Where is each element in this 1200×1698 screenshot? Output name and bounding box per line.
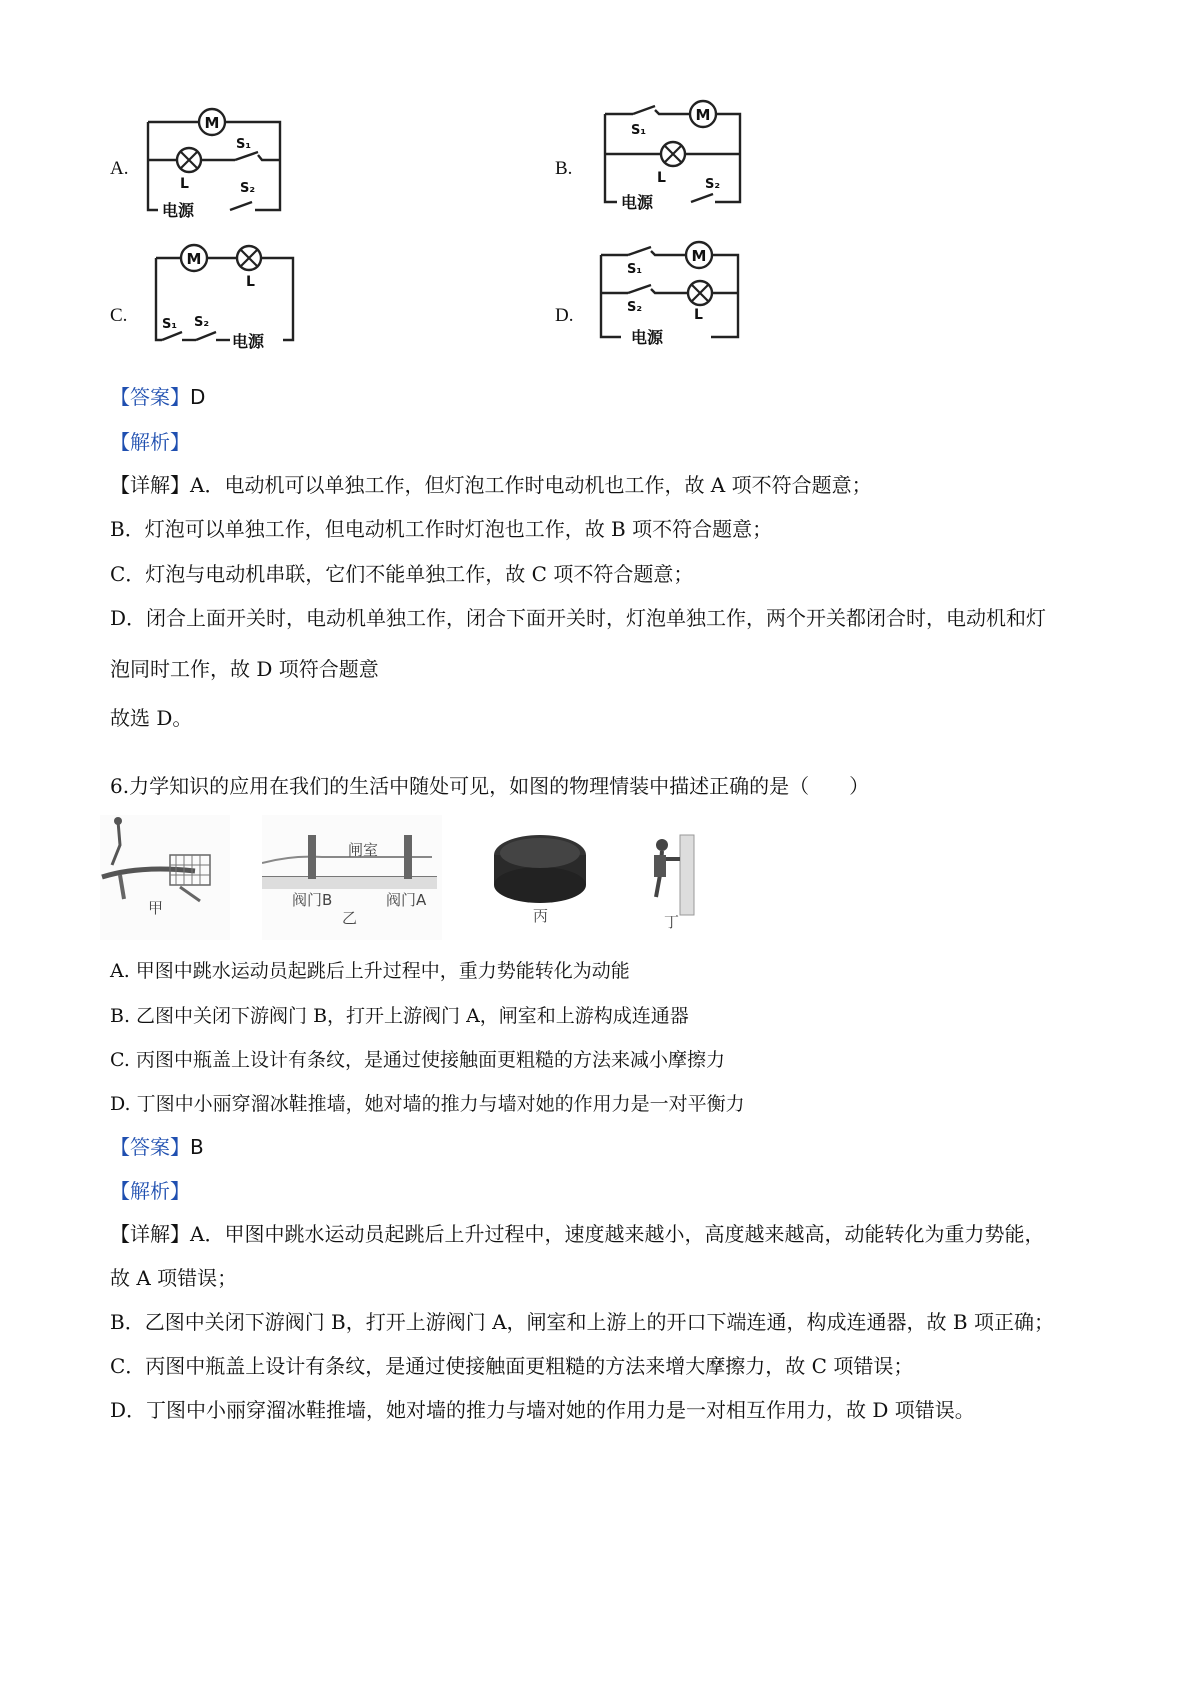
answer-value: D [190,385,206,409]
figure-label: 丁 [664,913,680,931]
motor-label: M [204,114,220,132]
s1-label: S₁ [162,317,178,332]
s2-label: S₂ [705,177,721,192]
q6-option-b: B. 乙图中关闭下游阀门 B，打开上游阀门 A，闸室和上游构成连通器 [110,1005,689,1027]
option-c-label: C. [110,305,128,326]
q6-option-c: C. 丙图中瓶盖上设计有条纹，是通过使接触面更粗糙的方法来减小摩擦力 [110,1049,725,1071]
q5-detail-line: B．灯泡可以单独工作，但电动机工作时灯泡也工作，故 B 项不符合题意； [110,517,773,541]
q5-answer-line [110,383,205,411]
figure-jia-diver [100,815,230,944]
option-a-label: A. [110,158,129,179]
figure-ding-skater [640,825,700,944]
s1-label: S₁ [236,137,252,152]
q5-detail-line: 故选 D。 [110,706,193,730]
q6-analysis-tag: 【解析】 [110,1179,190,1203]
circuit-diagram-d [593,235,748,355]
circuit-diagram-b [595,92,750,214]
q6-answer-line [110,1133,204,1161]
detail-text: A．电动机可以单独工作，但灯泡工作时电动机也工作，故 A 项不符合题意； [190,473,872,497]
q6-detail-line: C．丙图中瓶盖上设计有条纹，是通过使接触面更粗糙的方法来增大摩擦力，故 C 项错误； [110,1354,914,1378]
circuit-diagram-a [140,100,290,220]
valve-a-label: 阀门A [386,891,427,909]
detail-tag: 【详解】 [110,1222,190,1246]
figure-yi-ship-lock [262,815,442,944]
power-label: 电源 [621,193,654,212]
lamp-label: L [246,274,255,290]
power-label: 电源 [162,201,195,220]
q6-detail-line: B．乙图中关闭下游阀门 B，打开上游阀门 A，闸室和上游上的开口下端连通，构成连通器，故 B 项正确； [110,1310,1054,1334]
q6-question: 6.力学知识的应用在我们的生活中随处可见，如图的物理情装中描述正确的是（ ） [110,774,870,798]
lamp-label: L [694,307,703,323]
s2-label: S₂ [194,315,210,330]
figure-label: 乙 [342,909,358,927]
q6-detail-line [110,1220,1044,1248]
s1-label: S₁ [631,123,647,138]
answer-tag: 【答案】 [110,1135,190,1159]
lamp-label: L [180,176,189,192]
motor-label: M [695,106,711,124]
option-b-label: B. [555,158,573,179]
q6-detail-line: D．丁图中小丽穿溜冰鞋推墙，她对墙的推力与墙对她的作用力是一对相互作用力，故 D 项错误。 [110,1398,975,1422]
chamber-label: 闸室 [348,841,379,859]
valve-b-label: 阀门B [292,891,333,909]
q6-detail-line: 故 A 项错误； [110,1266,238,1290]
power-label: 电源 [631,328,664,347]
power-label: 电源 [232,332,265,351]
q6-option-d: D. 丁图中小丽穿溜冰鞋推墙，她对墙的推力与墙对她的作用力是一对平衡力 [110,1093,745,1115]
motor-label: M [186,250,202,268]
lamp-label: L [657,170,666,186]
answer-tag: 【答案】 [110,385,190,409]
q5-detail-line [110,471,872,499]
q6-option-a: A. 甲图中跳水运动员起跳后上升过程中，重力势能转化为动能 [110,960,630,982]
circuit-diagram-c [148,240,298,355]
motor-label: M [691,247,707,265]
s2-label: S₂ [240,181,256,196]
figure-bing-bottle-cap [485,815,595,944]
answer-value: B [190,1135,204,1159]
q5-detail-line: C．灯泡与电动机串联，它们不能单独工作，故 C 项不符合题意； [110,562,694,586]
detail-tag: 【详解】 [110,473,190,497]
detail-text: A．甲图中跳水运动员起跳后上升过程中，速度越来越小，高度越来越高，动能转化为重力势能， [190,1222,1045,1246]
q5-analysis-tag: 【解析】 [110,430,190,454]
s2-label: S₂ [627,300,643,315]
q5-detail-line: D．闭合上面开关时，电动机单独工作，闭合下面开关时，灯泡单独工作，两个开关都闭合时，电动机和灯 [110,606,1047,630]
s1-label: S₁ [627,262,643,277]
option-d-label: D. [555,305,574,326]
q5-detail-line: 泡同时工作，故 D 项符合题意 [110,657,379,681]
figure-label: 丙 [533,907,549,925]
figure-label: 甲 [148,899,164,917]
